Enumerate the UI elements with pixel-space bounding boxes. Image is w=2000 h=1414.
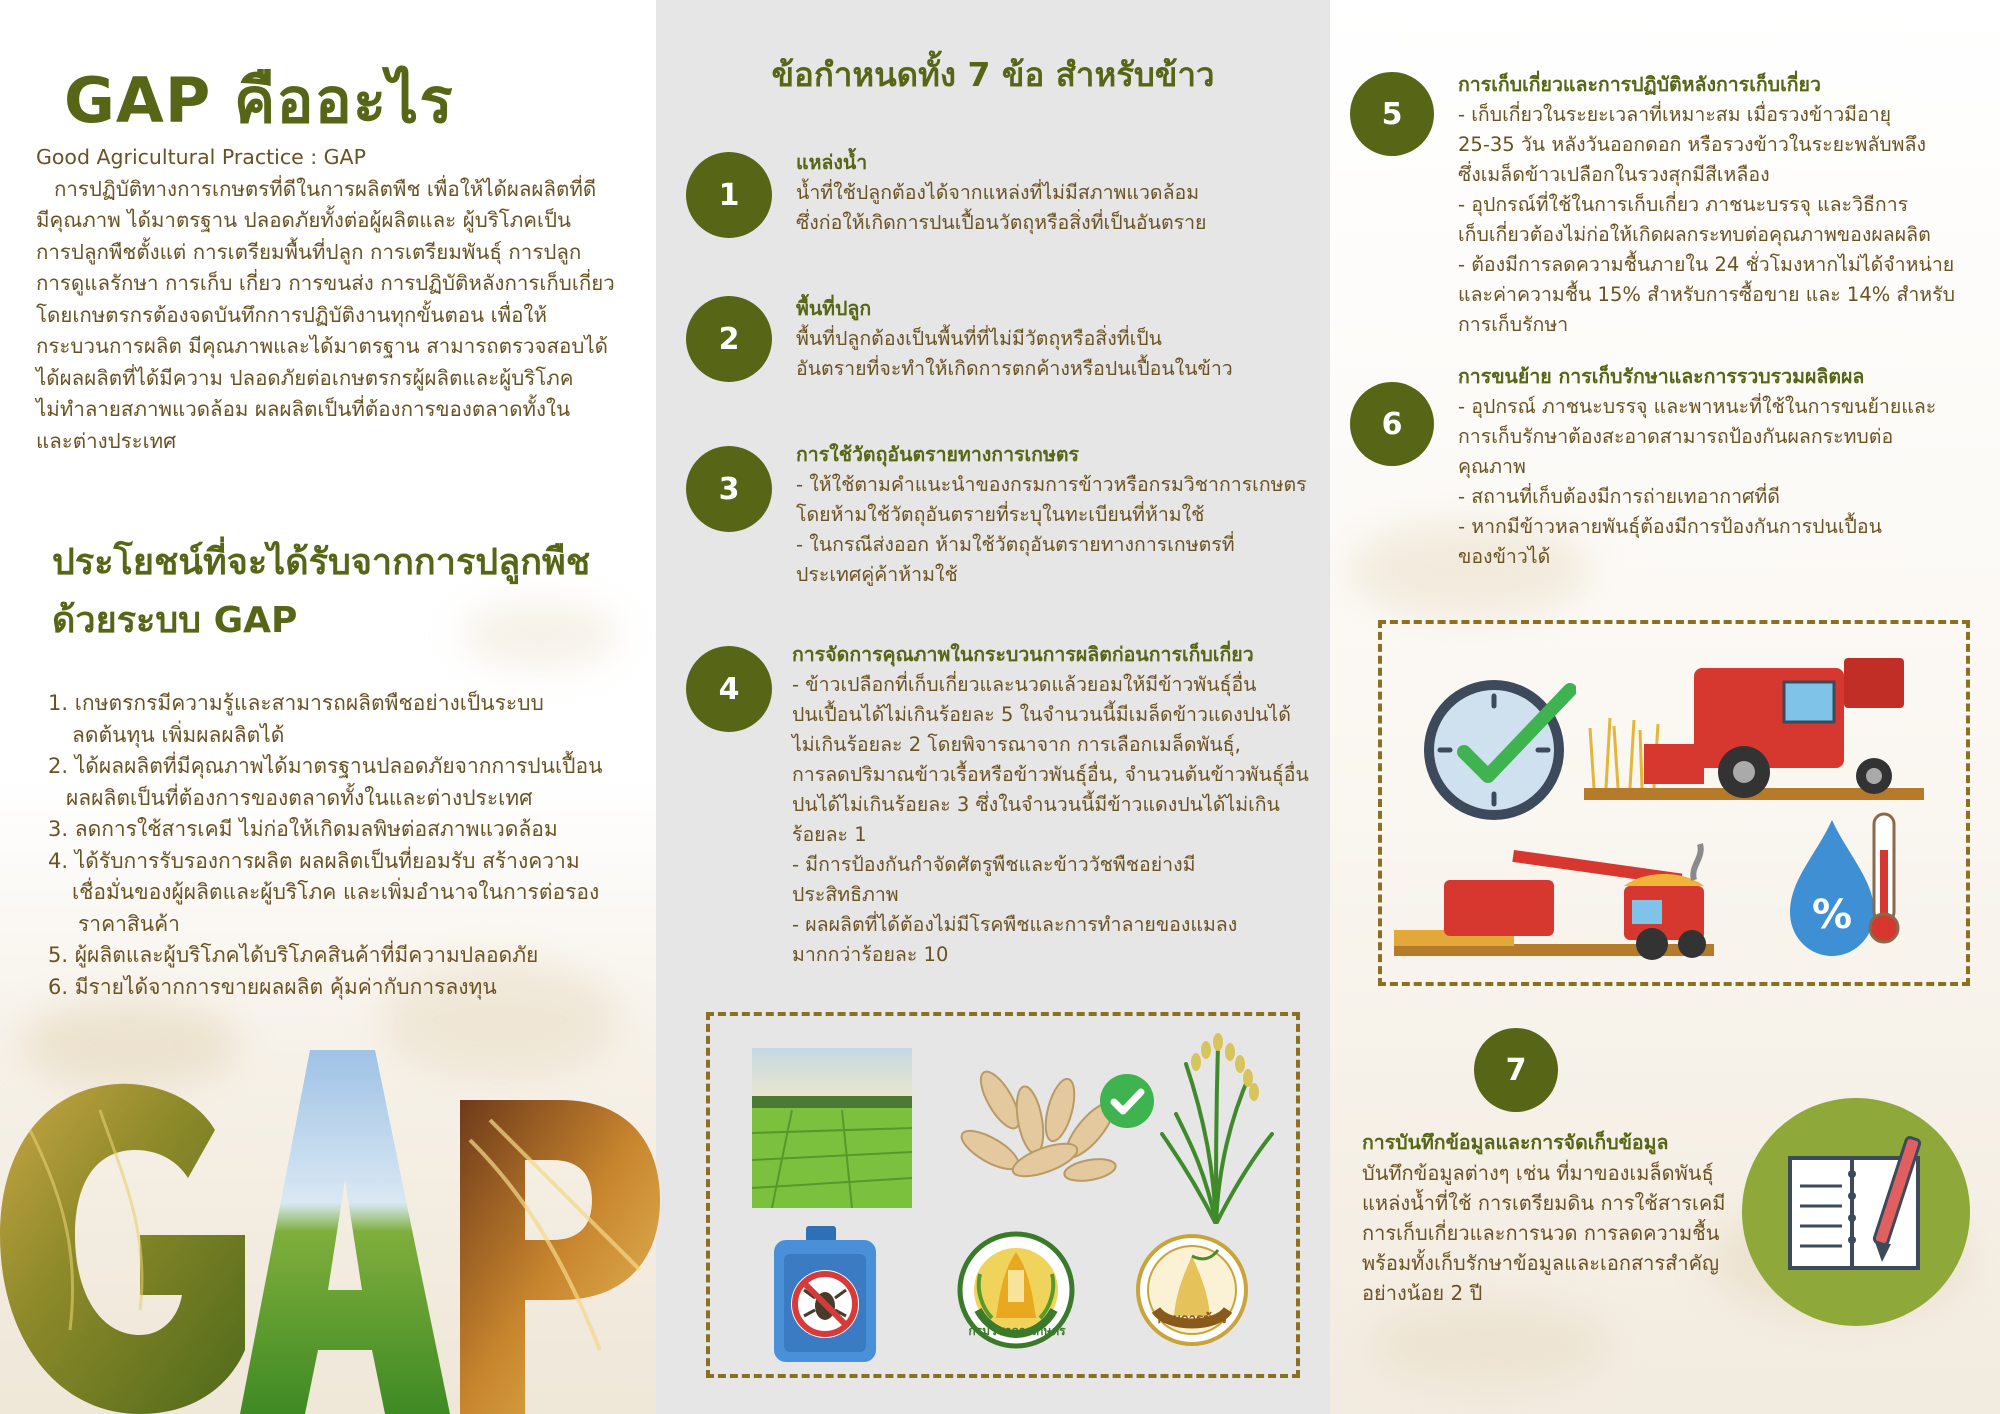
requirement-line: เก็บเกี่ยวต้องไม่ก่อให้เกิดผลกระทบต่อคุณภาพของผลผลิต — [1458, 223, 1931, 246]
benefit-item — [48, 972, 648, 1004]
intro-text — [36, 142, 636, 457]
requirement-heading: การใช้วัตถุอันตรายทางการเกษตร — [796, 443, 1079, 466]
rice-department-logo — [1134, 1232, 1250, 1348]
requirement-line: การเก็บเกี่ยวและการนวด การลดความชื้น — [1362, 1221, 1720, 1245]
requirement-line: การเก็บรักษาต้องสะอาดสามารถป้องกันผลกระทบต่อ — [1458, 425, 1894, 448]
requirement-line: ไม่เกินร้อยละ 2 โดยพิจารณาจาก การเลือกเมล็ดพันธุ์, — [792, 733, 1241, 756]
requirement-item — [792, 640, 1309, 970]
requirement-line: บันทึกข้อมูลต่างๆ เช่น ที่มาของเมล็ดพันธุ์ — [1362, 1161, 1714, 1185]
combine-harvester-icon — [1584, 648, 1924, 808]
requirement-line: - ในกรณีส่งออก ห้ามใช้วัตถุอันตรายทางการเกษตรที่ — [796, 533, 1235, 556]
requirement-line: ซึ่งก่อให้เกิดการปนเปื้อนวัตถุหรือสิ่งที่เป็นอันตราย — [796, 211, 1207, 234]
benefit-line: 1. เกษตรกรมีความรู้และสามารถผลิตพืชอย่างเป็นระบบ — [48, 691, 544, 715]
gap-letter-g — [0, 1084, 245, 1414]
intro-line: ได้ผลผลิตที่ได้มีความ ปลอดภัยต่อเกษตรกรผู้ผลิตและผู้บริโภค — [36, 365, 574, 390]
requirement-heading: การเก็บเกี่ยวและการปฏิบัติหลังการเก็บเกี่ยว — [1458, 73, 1821, 96]
requirement-line: ร้อยละ 1 — [792, 823, 867, 846]
step-badge: 6 — [1350, 382, 1434, 466]
rice-plant-icon — [1156, 1024, 1276, 1224]
requirement-heading: การจัดการคุณภาพในกระบวนการผลิตก่อนการเก็บเกี่ยว — [792, 643, 1254, 666]
grain-trailer-icon — [1394, 840, 1714, 964]
step-badge: 5 — [1350, 72, 1434, 156]
benefit-item — [48, 814, 648, 846]
intro-line: ไม่ทำลายสภาพแวดล้อม ผลผลิตเป็นที่ต้องการของตลาดทั้งใน — [36, 397, 571, 421]
intro-line: การดูแลรักษา การเก็บ เกี่ยว การขนส่ง การปฏิบัติหลังการเก็บเกี่ยว — [36, 271, 615, 295]
intro-line: และต่างประเทศ — [36, 428, 177, 453]
step-badge: 7 — [1474, 1028, 1558, 1112]
step-badge: 1 — [686, 152, 772, 238]
requirement-line: ของข้าวได้ — [1458, 545, 1551, 568]
requirement-line: ซึ่งเมล็ดข้าวเปลือกในรวงสุกมีสีเหลือง — [1458, 163, 1770, 186]
rice-dept-logo-caption: กรมการข้าว — [1157, 1312, 1227, 1327]
intro-subtitle: Good Agricultural Practice : GAP — [36, 145, 366, 169]
requirement-item — [1458, 362, 1936, 572]
benefits-heading — [52, 534, 642, 650]
requirement-line: - หากมีข้าวหลายพันธุ์ต้องมีการป้องกันการปนเปื้อน — [1458, 515, 1882, 538]
clock-check-icon — [1420, 668, 1576, 824]
rice-field-photo — [752, 1048, 912, 1208]
requirement-line: โดยห้ามใช้วัตถุอันตรายที่ระบุในทะเบียนที่ห้ามใช้ — [796, 503, 1205, 526]
benefit-line: 2. ได้ผลผลิตที่มีคุณภาพได้มาตรฐานปลอดภัยจากการปนเปื้อน — [48, 754, 603, 778]
requirement-line: พื้นที่ปลูกต้องเป็นพื้นที่ที่ไม่มีวัตถุหรือสิ่งที่เป็น — [796, 327, 1162, 350]
benefit-item — [48, 940, 648, 972]
benefit-line: 3. ลดการใช้สารเคมี ไม่ก่อให้เกิดมลพิษต่อสภาพแวดล้อม — [48, 817, 558, 841]
benefit-line: ราคาสินค้า — [78, 911, 180, 936]
benefit-line: 4. ได้รับการรับรองการผลิต ผลผลิตเป็นที่ยอมรับ สร้างความ — [48, 848, 580, 873]
benefit-item — [48, 846, 648, 941]
requirement-heading: การขนย้าย การเก็บรักษาและการรวบรวมผลิตผล — [1458, 365, 1865, 388]
intro-line: กระบวนการผลิต มีคุณภาพและได้มาตรฐาน สามารถตรวจสอบได้ — [36, 334, 608, 358]
requirement-line: ปนเปื้อนได้ไม่เกินร้อยละ 5 ในจำนวนนี้มีเมล็ดข้าวแดงปนได้ — [792, 703, 1291, 726]
requirement-line: - สถานที่เก็บต้องมีการถ่ายเทอากาศที่ดี — [1458, 485, 1780, 508]
requirement-line: อันตรายที่จะทำให้เกิดการตกค้างหรือปนเปื้อนในข้าว — [796, 357, 1233, 380]
benefit-line: ลดต้นทุน เพิ่มผลผลิตได้ — [72, 722, 285, 747]
requirement-item — [796, 148, 1206, 238]
requirement-heading: พื้นที่ปลูก — [796, 297, 872, 320]
requirement-line: มากกว่าร้อยละ 10 — [792, 943, 949, 966]
benefit-item — [48, 688, 648, 751]
requirement-line: - ข้าวเปลือกที่เก็บเกี่ยวและนวดแล้วยอมให้มีข้าวพันธุ์อื่น — [792, 673, 1257, 696]
requirement-line: - ให้ใช้ตามคำแนะนำของกรมการข้าวหรือกรมวิชาการเกษตร — [796, 473, 1307, 496]
intro-line: การปฏิบัติทางการเกษตรที่ดีในการผลิตพืช เพื่อให้ได้ผลผลิตที่ดี — [54, 176, 597, 201]
no-pesticide-icon — [770, 1226, 880, 1362]
requirement-heading: การบันทึกข้อมูลและการจัดเก็บข้อมูล — [1362, 1131, 1669, 1154]
requirement-line: - มีการป้องกันกำจัดศัตรูพืชและข้าววัชพืชอย่างมี — [792, 853, 1196, 876]
requirement-line: ปนได้ไม่เกินร้อยละ 3 ซึ่งในจำนวนนี้มีข้าวแดงปนได้ไม่เกิน — [792, 793, 1280, 816]
gap-letter-p — [460, 1100, 660, 1414]
benefit-line: 6. มีรายได้จากการขายผลผลิต คุ้มค่ากับการลงทุน — [48, 974, 497, 999]
step-badge: 4 — [686, 646, 772, 732]
benefit-line: ผลผลิตเป็นที่ต้องการของตลาดทั้งในและต่างประเทศ — [66, 785, 533, 810]
benefits-heading-line: ประโยชน์ที่จะได้รับจากการปลูกพืช — [52, 542, 591, 583]
requirement-line: อย่างน้อย 2 ปี — [1362, 1281, 1483, 1305]
check-mark-icon — [1098, 1072, 1156, 1130]
benefit-line: 5. ผู้ผลิตและผู้บริโภคได้บริโภคสินค้าที่มีความปลอดภัย — [48, 943, 539, 967]
doa-logo-caption: กรมวิชาการเกษตร — [968, 1324, 1066, 1338]
requirement-heading: แหล่งน้ำ — [796, 151, 868, 174]
requirement-line: พร้อมทั้งเก็บรักษาข้อมูลและเอกสารสำคัญ — [1362, 1251, 1719, 1275]
humidity-thermometer-icon — [1786, 810, 1906, 960]
requirement-line: - ผลผลิตที่ได้ต้องไม่มีโรคพืชและการทำลายของแมลง — [792, 913, 1238, 936]
requirement-line: การเก็บรักษา — [1458, 313, 1569, 336]
requirement-line: 25-35 วัน หลังวันออกดอก หรือรวงข้าวในระยะพลับพลึง — [1458, 133, 1926, 156]
requirement-item — [796, 294, 1233, 384]
requirement-line: ประสิทธิภาพ — [792, 883, 899, 906]
requirement-line: การลดปริมาณข้าวเรื้อหรือข้าวพันธุ์อื่น, จำนวนต้นข้าวพันธุ์อื่น — [792, 763, 1309, 786]
requirement-item — [796, 440, 1307, 590]
benefits-heading-line: ด้วยระบบ GAP — [52, 600, 298, 641]
step-badge: 2 — [686, 296, 772, 382]
requirement-line: แหล่งน้ำที่ใช้ การเตรียมดิน การใช้สารเคมี — [1362, 1191, 1726, 1215]
benefit-line: เชื่อมั่นของผู้ผลิตและผู้บริโภค และเพิ่มอำนาจในการต่อรอง — [72, 880, 600, 904]
notebook-pen-icon — [1740, 1096, 1972, 1328]
gap-letter-a — [240, 1050, 450, 1414]
requirement-line: และค่าความชื้น 15% สำหรับการซื้อขาย และ 14% สำหรับ — [1458, 283, 1956, 306]
intro-line: การปลูกพืชตั้งแต่ การเตรียมพื้นที่ปลูก การเตรียมพันธุ์ การปลูก — [36, 239, 582, 264]
benefit-item — [48, 751, 648, 814]
benefits-list — [48, 688, 648, 1003]
requirement-line: คุณภาพ — [1458, 455, 1526, 478]
step-badge: 3 — [686, 446, 772, 532]
requirement-line: - อุปกรณ์ที่ใช้ในการเก็บเกี่ยว ภาชนะบรรจุ และวิธีการ — [1458, 193, 1909, 216]
intro-line: มีคุณภาพ ได้มาตรฐาน ปลอดภัยทั้งต่อผู้ผลิตและ ผู้บริโภคเป็น — [36, 208, 572, 232]
requirements-title: ข้อกำหนดทั้ง 7 ข้อ สำหรับข้าว — [771, 55, 1215, 94]
requirement-line: ประเทศคู่ค้าห้ามใช้ — [796, 563, 958, 586]
intro-line: โดยเกษตรกรต้องจดบันทึกการปฏิบัติงานทุกขั้นตอน เพื่อให้ — [36, 302, 547, 327]
requirement-line: - อุปกรณ์ ภาชนะบรรจุ และพาหนะที่ใช้ในการขนย้ายและ — [1458, 395, 1937, 418]
requirement-line: - เก็บเกี่ยวในระยะเวลาที่เหมาะสม เมื่อรวงข้าวมีอายุ — [1458, 103, 1892, 126]
requirement-item — [1458, 70, 1955, 340]
page-title: GAP คืออะไร — [64, 64, 454, 137]
requirement-line: - ต้องมีการลดความชื้นภายใน 24 ชั่วโมงหากไม่ได้จำหน่าย — [1458, 253, 1955, 276]
gap-letters-graphic — [0, 1050, 660, 1414]
requirement-item — [1362, 1128, 1725, 1308]
percent-symbol: % — [1811, 892, 1853, 938]
requirement-line: น้ำที่ใช้ปลูกต้องได้จากแหล่งที่ไม่มีสภาพแวดล้อม — [796, 181, 1200, 204]
